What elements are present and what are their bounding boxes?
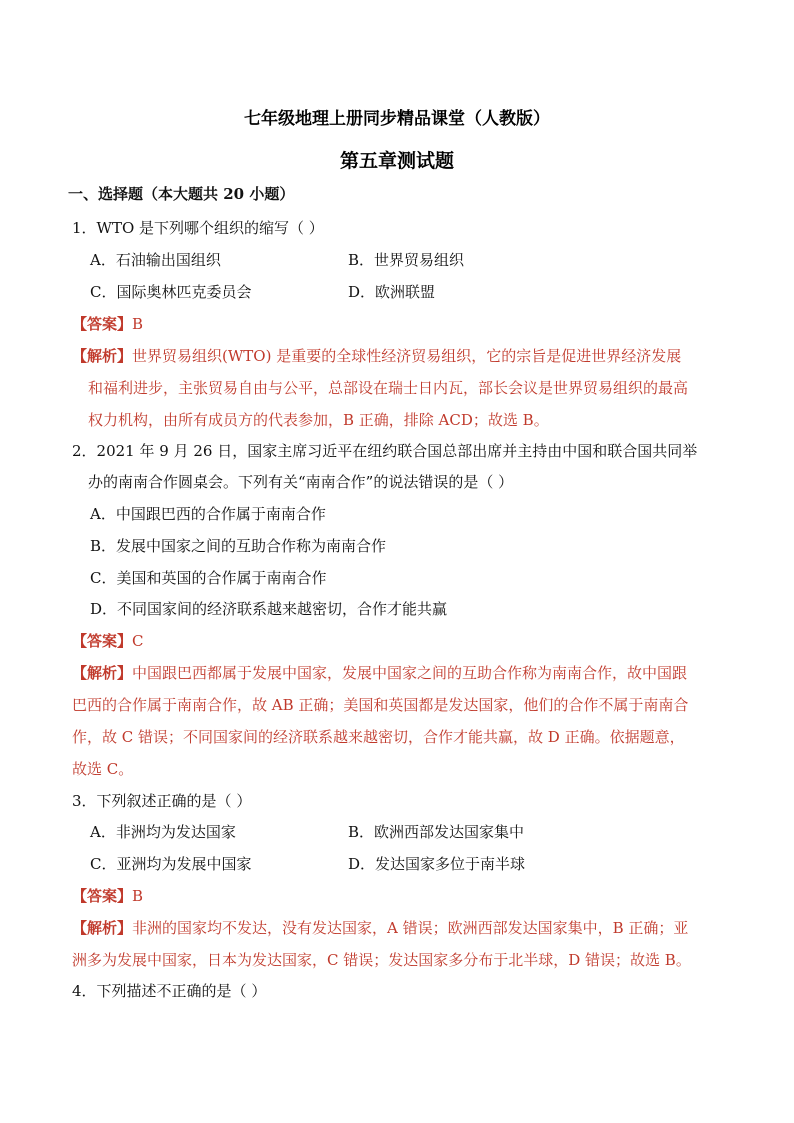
q2-option-a: A．中国跟巴西的合作属于南南合作 [90, 505, 326, 523]
q1-analysis-line-2: 和福利进步，主张贸易自由与公平，总部设在瑞士日内瓦，部长会议是世界贸易组织的最高 [88, 379, 689, 397]
q2-stem-line-1: 2．2021 年 9 月 26 日，国家主席习近平在纽约联合国总部出席并主持由中国和联合国共同举 [72, 442, 698, 460]
q2-analysis-line-3: 作，故 C 错误；不同国家间的经济联系越来越密切，合作才能共赢，故 D 正确。依据题意， [72, 728, 685, 746]
q2-analysis-line-1: 【解析】中国跟巴西都属于发展中国家，发展中国家之间的互助合作称为南南合作，故中国跟 [72, 664, 688, 682]
analysis-label: 【解析】 [72, 664, 133, 682]
answer-label: 【答案】 [72, 315, 133, 333]
q1-analysis-line-1: 【解析】世界贸易组织(WTO) 是重要的全球性经济贸易组织，它的宗旨是促进世界经济发展 [72, 347, 682, 365]
q1-answer-value: B [132, 315, 144, 333]
page-subtitle: 第五章测试题 [339, 150, 454, 172]
q2-analysis-line-2: 巴西的合作属于南南合作，故 AB 正确；美国和英国都是发达国家，他们的合作不属于南南合 [72, 696, 689, 714]
q3-analysis-line-2: 洲多为发展中国家，日本为发达国家，C 错误；发达国家多分布于北半球，D 错误；故选 B。 [72, 951, 691, 969]
q1-option-d: D．欧洲联盟 [348, 283, 436, 301]
q3-option-c: C．亚洲均为发展中国家 [90, 855, 252, 873]
answer-label: 【答案】 [72, 632, 133, 650]
section-heading: 一、选择题（本大题共 20 小题） [68, 185, 295, 203]
answer-label: 【答案】 [72, 887, 133, 905]
q1-option-c: C．国际奥林匹克委员会 [90, 283, 252, 301]
q2-option-c: C．美国和英国的合作属于南南合作 [90, 569, 327, 587]
q1-stem: 1．WTO 是下列哪个组织的缩写（ ） [72, 219, 324, 237]
q3-option-b: B．欧洲西部发达国家集中 [348, 823, 525, 841]
q1-answer [72, 314, 143, 334]
q4-stem: 4．下列描述不正确的是（ ） [72, 982, 267, 1000]
q2-option-d: D．不同国家间的经济联系越来越密切，合作才能共赢 [90, 600, 448, 618]
page-title: 七年级地理上册同步精品课堂（人教版） [244, 109, 550, 129]
q3-option-d: D．发达国家多位于南半球 [348, 855, 526, 873]
q3-stem: 3．下列叙述正确的是（ ） [72, 792, 252, 810]
q3-answer-value: B [132, 887, 144, 905]
q3-analysis-line-1: 【解析】非洲的国家均不发达，没有发达国家，A 错误；欧洲西部发达国家集中，B 正确；亚 [72, 919, 689, 937]
analysis-label: 【解析】 [72, 919, 133, 937]
q2-stem-line-2: 办的南南合作圆桌会。下列有关“南南合作”的说法错误的是（ ） [88, 473, 514, 491]
analysis-label: 【解析】 [72, 347, 133, 365]
q2-analysis-line-4: 故选 C。 [72, 760, 134, 778]
q1-option-a: A．石油输出国组织 [90, 251, 221, 269]
q3-option-a: A．非洲均为发达国家 [90, 823, 236, 841]
q2-answer-value: C [132, 632, 144, 650]
q2-answer [72, 631, 144, 651]
q2-option-b: B．发展中国家之间的互助合作称为南南合作 [90, 537, 387, 555]
q1-analysis-line-3: 权力机构，由所有成员方的代表参加，B 正确，排除 ACD；故选 B。 [88, 411, 549, 429]
q3-answer [72, 886, 143, 906]
q1-option-b: B．世界贸易组织 [348, 251, 465, 269]
